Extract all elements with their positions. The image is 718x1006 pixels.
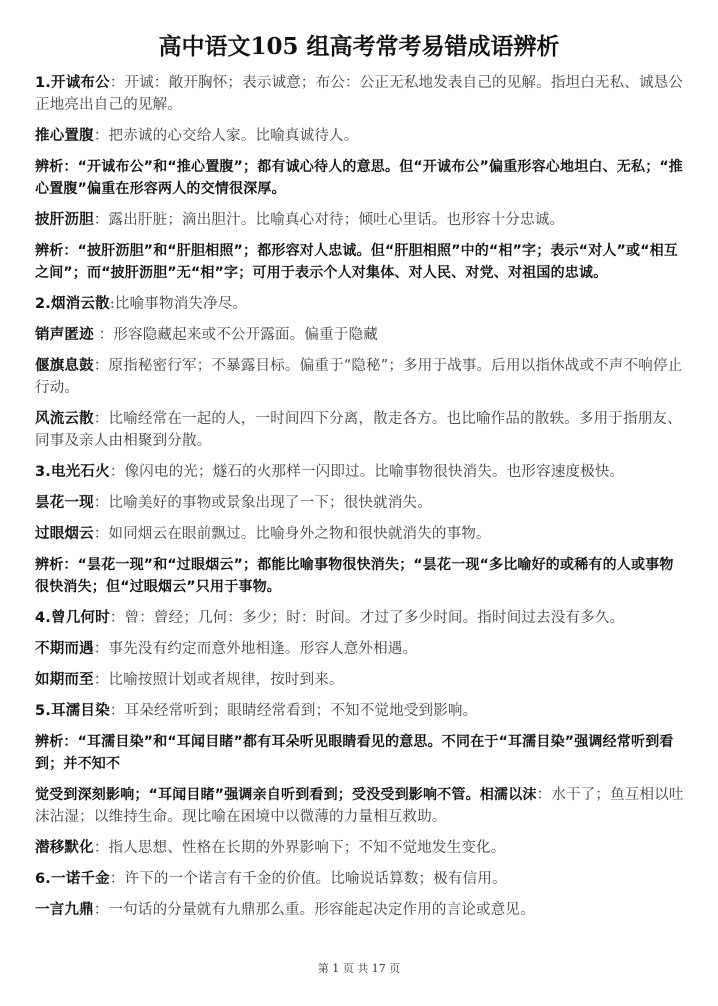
entry-yanqixigu: 偃旗息鼓：原指秘密行军；不暴露目标。偏重于“隐秘”；多用于战事。后用以指休战或不声不响停止行动。 [35,358,683,396]
idiom-definition: 事先没有约定而意外地相逢。形容人意外相遇。 [108,641,418,657]
idiom-term: 推心置腹 [35,128,94,144]
analysis-paragraph: 辨析：“开诚布公”和“推心置腹”；都有诚心待人的意思。但“开诚布公”偏重形容心地坦白、无私；“推心置腹”偏重在形容两人的交情很深厚。 [35,159,684,197]
entry-cengjiheshi: 4.曾几何时：曾：曾经；几何：多少；时：时间。才过了多少时间。指时间过去没有多久。 [35,610,625,626]
document-title: 高中语文105 组高考常考易错成语辨析 [158,33,560,60]
idiom-definition: 曾：曾经；几何：多少；时：时间。才过了多少时间。指时间过去没有多久。 [124,610,625,626]
idiom-definition: 指人思想、性格在长期的外界影响下；不知不觉地发生变化。 [108,840,506,856]
document-body [35,72,685,930]
idiom-term: 披肝沥胆 [35,212,94,228]
entry-fengliuyunsan: 风流云散：比喻经常在一起的人，一时间四下分离，散走各方。也比喻作品的散轶。多用于指朋友、同事及亲人由相聚到分散。 [35,411,682,449]
idiom-definition: 比喻美好的事物或景象出现了一下；很快就消失。 [108,495,432,511]
idiom-term: 4.曾几何时 [35,610,110,626]
idiom-definition: 水干了；鱼互相以吐沫沾湿；以维持生命。现比喻在困境中以微薄的力量相互救助。 [35,787,684,825]
entry-tuixinzhifu: 推心置腹：把赤诚的心交给人家。比喻真诚待人。 [35,128,359,144]
idiom-term: 一言九鼎 [35,902,94,918]
idiom-term: 偃旗息鼓 [35,358,94,374]
analysis-continuation: 觉受到深刻影响；“耳闻目睹”强调亲自听到看到；受没受到影响不管。相濡以沫 [35,787,537,803]
idiom-term: 5.耳濡目染 [35,703,110,719]
entry-qianyimohua: 潜移默化：指人思想、性格在长期的外界影响下；不知不觉地发生变化。 [35,840,506,856]
entry-xiangruyimo: 觉受到深刻影响；“耳闻目睹”强调亲自听到看到；受没受到影响不管。相濡以沫：水干了；鱼互相以吐沫沾湿；以维持生命。现比喻在困境中以微薄的力量相互救助。 [35,787,684,825]
idiom-term: 风流云散 [35,411,94,427]
entry-guoyanyanyun: 过眼烟云：如同烟云在眼前飘过。比喻身外之物和很快就消失的事物。 [35,526,491,542]
idiom-term: 1.开诚布公 [35,75,110,91]
idiom-term: 3.电光石火 [35,464,110,480]
idiom-definition: 把赤诚的心交给人家。比喻真诚待人。 [108,128,359,144]
idiom-definition: 露出肝脏；滴出胆汁。比喻真心对待；倾吐心里话。也形容十分忠诚。 [108,212,565,228]
idiom-term: 昙花一现 [35,495,94,511]
analysis-paragraph: 辨析：“披肝沥胆”和“肝胆相照”；都形容对人忠诚。但“肝胆相照”中的“相”字；表示“对人”或“相互之间”；而“披肝沥胆”无“相”字；可用于表示个人对集体、对人民、对党、对祖国的忠诚。 [35,243,679,281]
idiom-term: 6.一诺千金 [35,871,110,887]
entry-buqieryu: 不期而遇：事先没有约定而意外地相逢。形容人意外相遇。 [35,641,418,657]
entry-yiyanjiuding: 一言九鼎：一句话的分量就有九鼎那么重。形容能起决定作用的言论或意见。 [35,902,535,918]
idiom-term: 销声匿迹 [35,327,94,343]
idiom-term: 不期而遇 [35,641,94,657]
idiom-definition: 耳朵经常听到；眼睛经常看到；不知不觉地受到影响。 [124,703,478,719]
idiom-term: 过眼烟云 [35,526,94,542]
idiom-definition: 原指秘密行军；不暴露目标。偏重于“隐秘”；多用于战事。后用以指休战或不声不响停止行动。 [35,358,683,396]
entry-dianguangshihuo: 3.电光石火：像闪电的光；燧石的火那样一闪即过。比喻事物很快消失。也形容速度极快。 [35,464,625,480]
idiom-term: 2.烟消云散 [35,296,110,312]
idiom-definition: 比喻按照计划或者规律，按时到来。 [108,672,344,688]
entry-tanhuayixian: 昙花一现：比喻美好的事物或景象出现了一下；很快就消失。 [35,495,432,511]
entry-errumuran: 5.耳濡目染：耳朵经常听到；眼睛经常看到；不知不觉地受到影响。 [35,703,478,719]
analysis-paragraph: 辨析：“耳濡目染”和“耳闻目睹”都有耳朵听见眼睛看见的意思。不同在于“耳濡目染”强调经常听到看到；并不知不 [35,734,674,772]
idiom-term: 潜移默化 [35,840,94,856]
entry-yanxiaoyunsan: 2.烟消云散:比喻事物消失净尽。 [35,296,248,312]
idiom-definition: 比喻事物消失净尽。 [114,296,248,312]
idiom-term: 如期而至 [35,672,94,688]
entry-piganlidan: 披肝沥胆：露出肝脏；滴出胆汁。比喻真心对待；倾吐心里话。也形容十分忠诚。 [35,212,565,228]
idiom-definition: 如同烟云在眼前飘过。比喻身外之物和很快就消失的事物。 [108,526,491,542]
entry-yinuoqianjin: 6.一诺千金：许下的一个诺言有千金的价值。比喻说话算数；极有信用。 [35,871,507,887]
idiom-definition: 开诚：敞开胸怀；表示诚意；布公：公正无私地发表自己的见解。指坦白无私、诚恳公正地亮出自己的见解。 [35,75,684,113]
analysis-paragraph: 辨析：“昙花一现”和“过眼烟云”；都能比喻事物很快消失；“昙花一现“多比喻好的或稀有的人或事物很快消失；但“过眼烟云”只用于事物。 [35,557,674,595]
entry-ruqierzhi: 如期而至：比喻按照计划或者规律，按时到来。 [35,672,344,688]
idiom-definition: 许下的一个诺言有千金的价值。比喻说话算数；极有信用。 [124,871,507,887]
idiom-definition: 一句话的分量就有九鼎那么重。形容能起决定作用的言论或意见。 [108,902,535,918]
page-number-footer: 第 1 页 共 17 页 [317,962,401,975]
idiom-definition: 像闪电的光；燧石的火那样一闪即过。比喻事物很快消失。也形容速度极快。 [124,464,625,480]
idiom-definition: 形容隐藏起来或不公开露面。偏重于隐藏 [113,327,378,343]
entry-kaichengbugong: 1.开诚布公：开诚：敞开胸怀；表示诚意；布公：公正无私地发表自己的见解。指坦白无私、诚恳公正地亮出自己的见解。 [35,75,684,113]
entry-xiaoshengniji: 销声匿迹 ：形容隐藏起来或不公开露面。偏重于隐藏 [35,327,378,343]
idiom-definition: 比喻经常在一起的人，一时间四下分离，散走各方。也比喻作品的散轶。多用于指朋友、同事及亲人由相聚到分散。 [35,411,682,449]
